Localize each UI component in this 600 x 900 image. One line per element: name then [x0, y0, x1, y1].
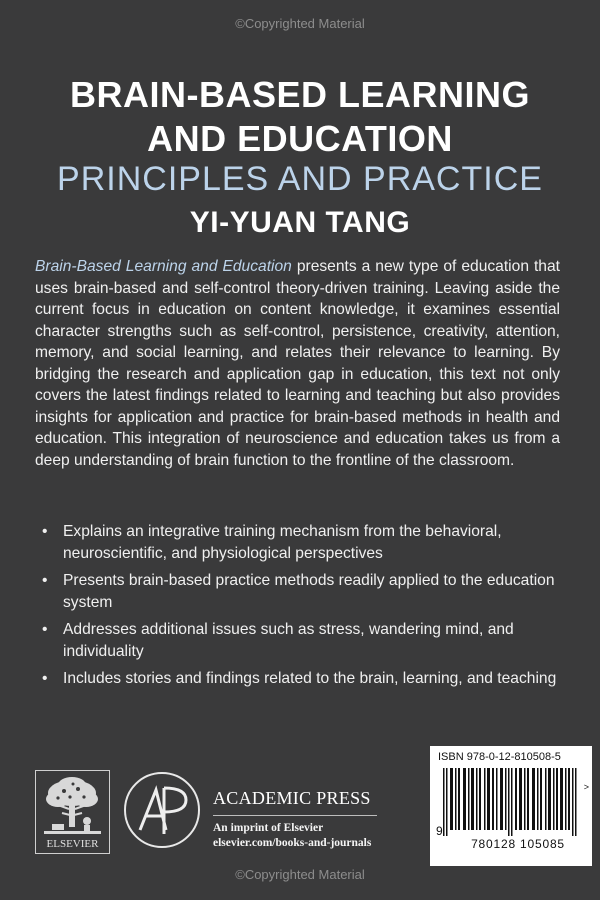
description-paragraph — [35, 256, 560, 471]
bullet-icon: • — [42, 621, 48, 638]
feature-item — [42, 570, 562, 613]
ap-monogram-icon — [126, 774, 198, 846]
publisher-divider — [213, 815, 377, 816]
copyright-watermark-top: ©Copyrighted Material — [235, 16, 365, 31]
feature-item — [42, 521, 562, 564]
bullet-icon: • — [42, 523, 48, 540]
title-line-1: BRAIN-BASED LEARNING — [70, 74, 530, 115]
feature-item — [42, 619, 562, 662]
description-book-title: Brain-Based Learning and Education — [35, 258, 292, 275]
barcode-first-digit: 9 — [436, 824, 443, 838]
feature-text: Presents brain-based practice methods readily applied to the education system — [63, 572, 555, 611]
feature-item — [42, 668, 562, 690]
isbn-label: ISBN 978-0-12-810508-5 — [438, 751, 561, 763]
publisher-imprint: An imprint of Elsevier — [213, 822, 324, 834]
elsevier-logo-label: ELSEVIER — [46, 838, 99, 850]
subtitle: PRINCIPLES AND PRACTICE — [57, 160, 543, 198]
publisher-url: elsevier.com/books-and-journals — [213, 837, 372, 849]
publisher-name: ACADEMIC PRESS — [213, 788, 371, 808]
bullet-icon: • — [42, 670, 48, 687]
feature-text: Explains an integrative training mechanism from the behavioral, neuroscientific, and physiological perspectives — [63, 523, 502, 562]
bullet-icon: • — [42, 572, 48, 589]
copyright-watermark-bottom: ©Copyrighted Material — [235, 867, 365, 882]
feature-text: Includes stories and findings related to the brain, learning, and teaching — [63, 670, 557, 687]
author-name: YI-YUAN TANG — [189, 206, 411, 239]
barcode-icon — [439, 768, 581, 836]
barcode-addon-marker: > — [583, 782, 589, 792]
feature-list — [42, 521, 562, 696]
isbn-barcode-block — [430, 746, 592, 866]
academic-press-logo — [124, 772, 200, 848]
description-text: presents a new type of education that uses brain-based and self-control theory-driven training. Leaving aside the current focus in education on content knowledge, it examines essential character strengths such as self-control, persistence, creativity, attention, memory, and social learning, and relates their relevance to learning. By bridging the research and application gap in education, this text not only covers the latest findings related to learning and teaching but also provides insights for application and practice for brain-based methods in health and education. This integration of neuroscience and education takes us from a deep understanding of brain function to the frontline of the classroom. — [35, 258, 560, 469]
elsevier-tree-logo-icon — [40, 775, 105, 837]
title-line-2: AND EDUCATION — [147, 118, 453, 159]
elsevier-logo — [35, 770, 110, 854]
feature-text: Addresses additional issues such as stress, wandering mind, and individuality — [63, 621, 514, 660]
barcode-digits: 780128 105085 — [471, 837, 565, 851]
